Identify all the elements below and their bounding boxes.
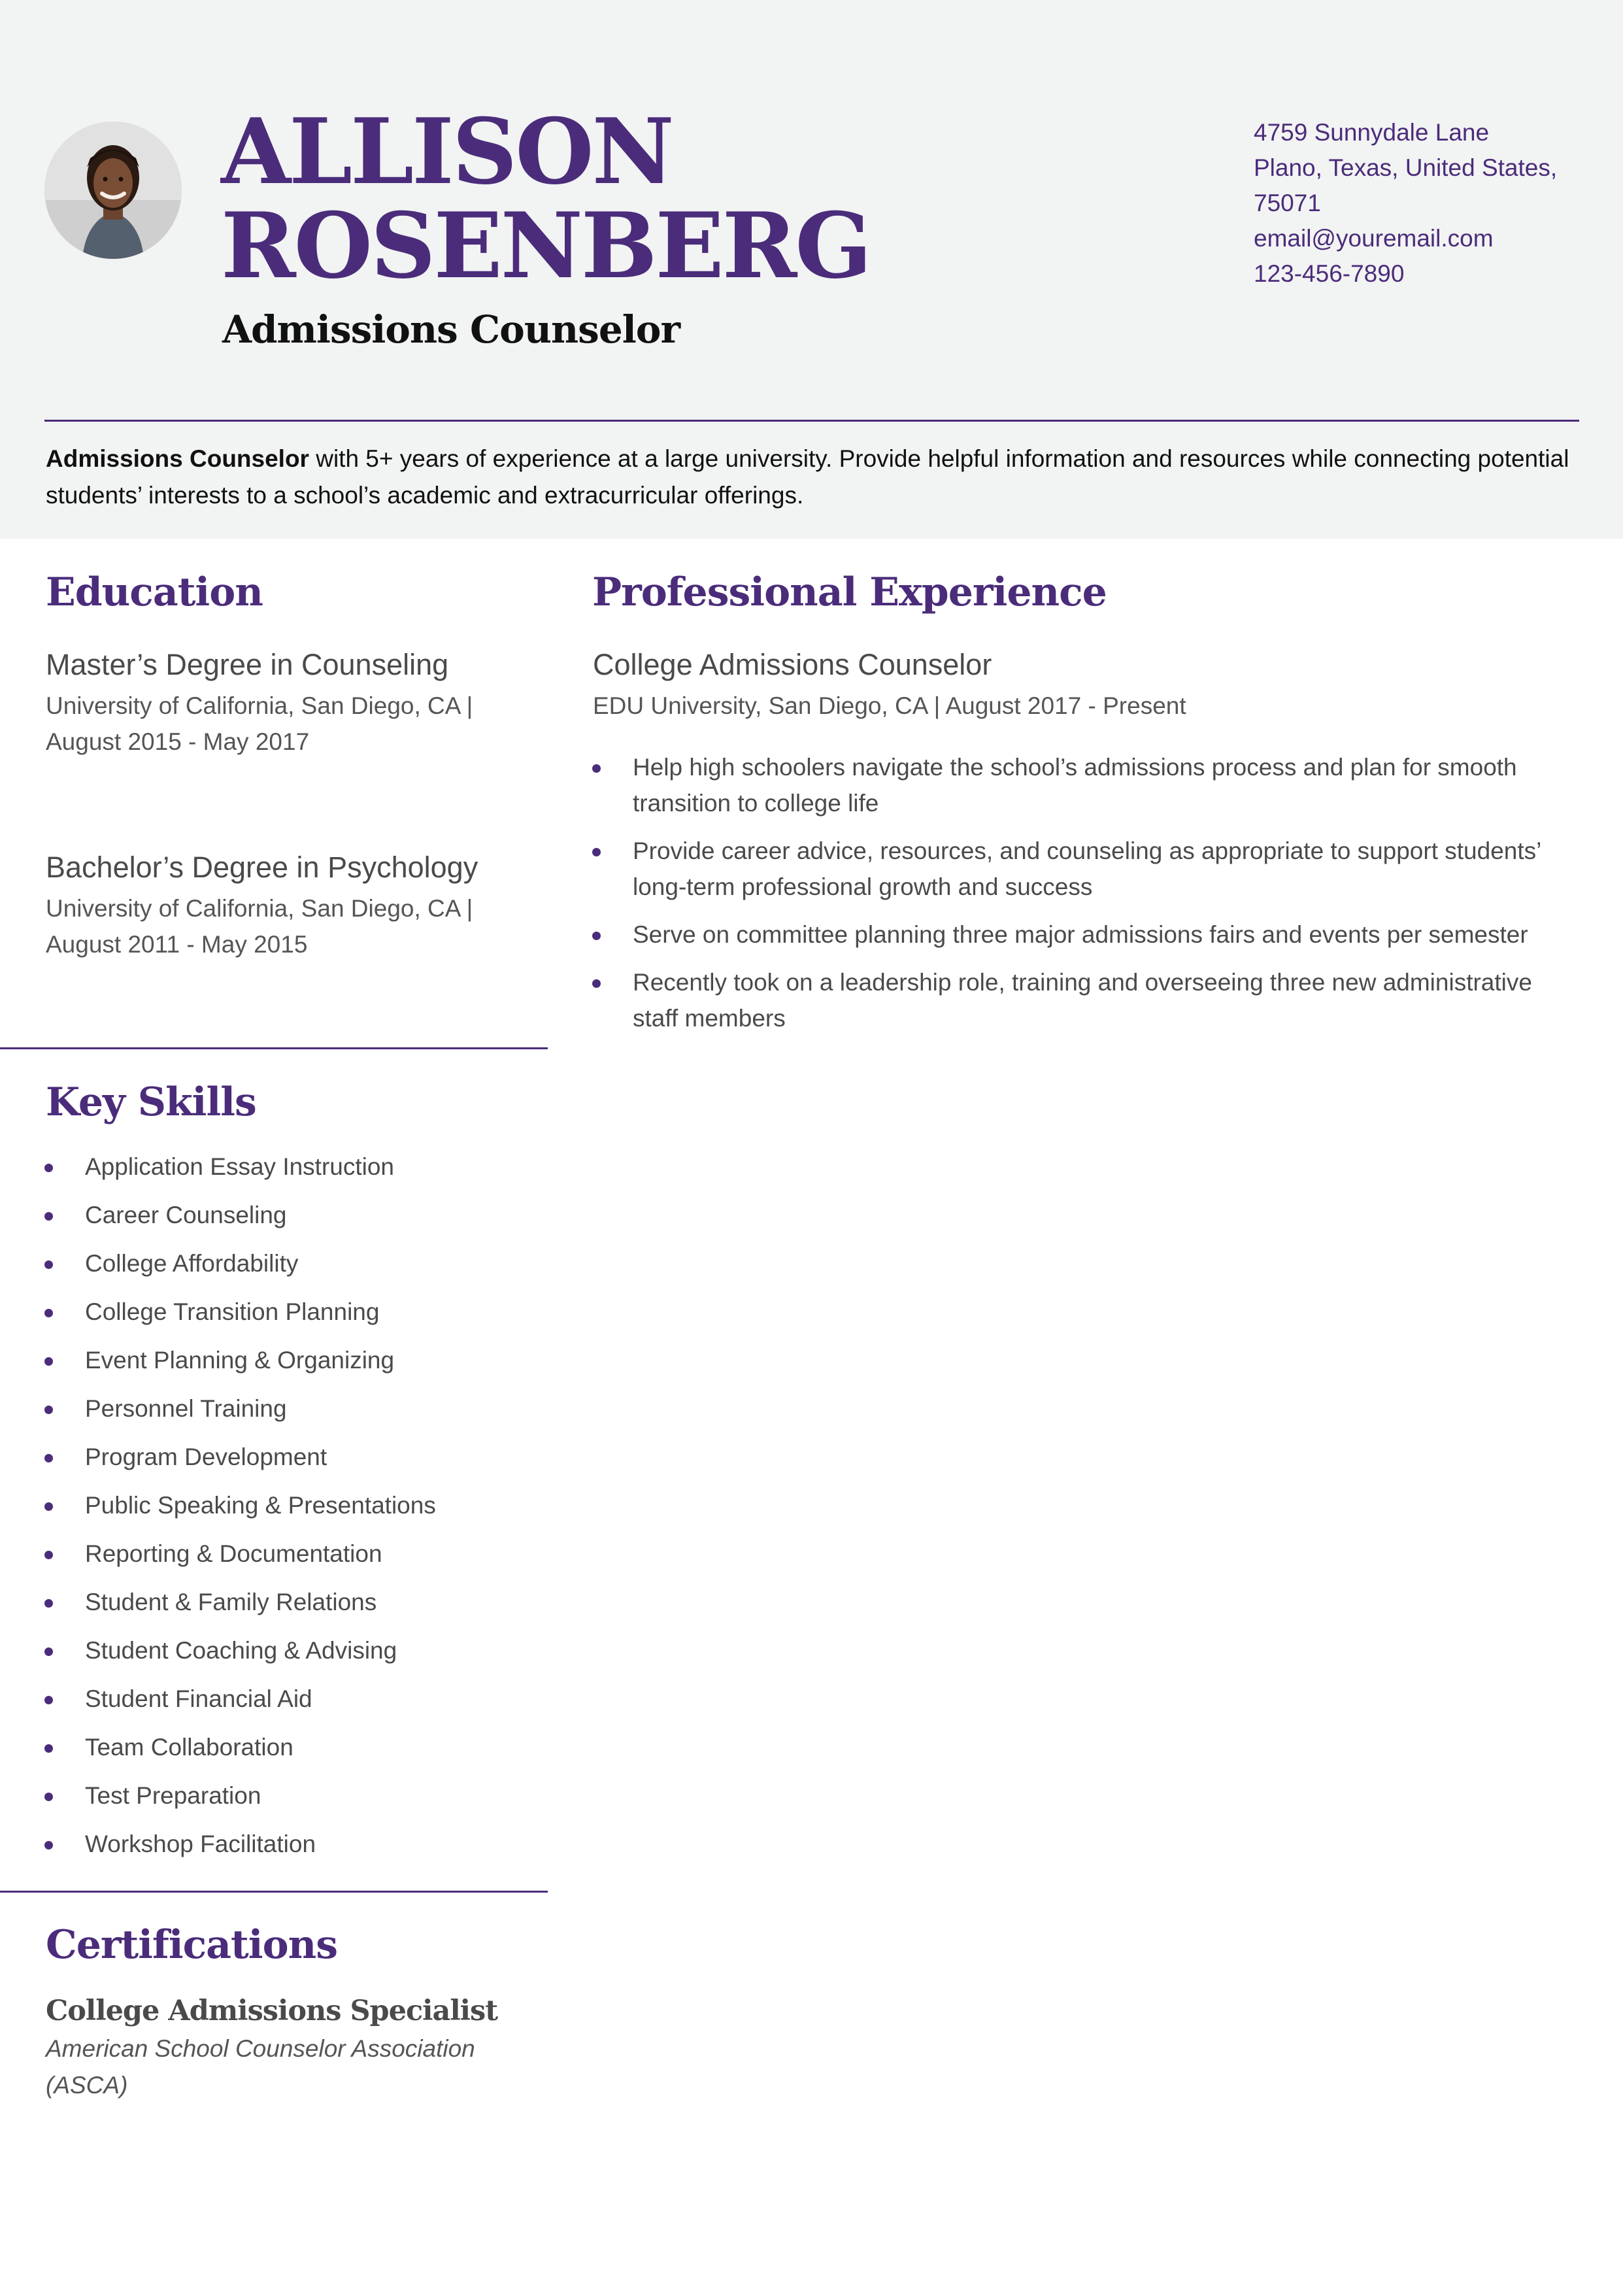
header-divider bbox=[44, 420, 1579, 422]
skill-item: Program Development bbox=[44, 1433, 541, 1481]
address-line-2: Plano, Texas, United States, bbox=[1254, 154, 1558, 181]
skill-item: College Affordability bbox=[44, 1240, 541, 1288]
summary-text: with 5+ years of experience at a large university. Provide helpful information and resources while connecting potential students’ interests to a school’s academic and extracurricular offerings. bbox=[46, 445, 1569, 509]
skill-item: Reporting & Documentation bbox=[44, 1530, 541, 1578]
experience-heading: Professional Experience bbox=[592, 569, 1107, 615]
name-line-last: ROSENBERG bbox=[221, 192, 871, 299]
skills-heading: Key Skills bbox=[46, 1079, 256, 1125]
person-photo-icon bbox=[44, 122, 182, 259]
skill-item: Public Speaking & Presentations bbox=[44, 1481, 541, 1530]
email-address: email@youremail.com bbox=[1254, 225, 1494, 252]
postal-code: 75071 bbox=[1254, 190, 1321, 216]
education-degree-2: Bachelor’s Degree in Psychology bbox=[46, 851, 478, 884]
education-divider bbox=[0, 1047, 548, 1049]
summary-lead: Admissions Counselor bbox=[46, 445, 309, 472]
name-line-first: ALLISON bbox=[221, 98, 673, 205]
certification-name: College Admissions Specialist bbox=[46, 1995, 498, 2027]
skill-item: Workshop Facilitation bbox=[44, 1820, 541, 1868]
experience-bullet: Help high schoolers navigate the school’s admissions process and plan for smooth transition to college life bbox=[592, 749, 1560, 821]
experience-role: College Admissions Counselor bbox=[593, 648, 992, 681]
contact-block bbox=[1254, 115, 1594, 292]
skill-item: Career Counseling bbox=[44, 1191, 541, 1240]
skill-item: Application Essay Instruction bbox=[44, 1143, 541, 1191]
experience-bullet: Recently took on a leadership role, training and overseeing three new administrative staff members bbox=[592, 964, 1560, 1036]
skills-list bbox=[44, 1143, 541, 1868]
experience-company: EDU University, San Diego, CA | August 2017 - Present bbox=[593, 692, 1186, 719]
summary-paragraph bbox=[46, 441, 1582, 514]
education-dates-1: August 2015 - May 2017 bbox=[46, 728, 310, 755]
experience-bullet: Provide career advice, resources, and counseling as appropriate to support students’ long-term professional growth and success bbox=[592, 833, 1560, 905]
experience-bullets bbox=[592, 749, 1560, 1048]
certifications-heading: Certifications bbox=[46, 1922, 337, 1968]
skill-item: Personnel Training bbox=[44, 1385, 541, 1433]
experience-bullet: Serve on committee planning three major admissions fairs and events per semester bbox=[592, 917, 1560, 953]
address-line-1: 4759 Sunnydale Lane bbox=[1254, 119, 1490, 146]
phone-number: 123-456-7890 bbox=[1254, 260, 1405, 287]
certification-organization: American School Counselor Association (ASCA) bbox=[46, 2035, 475, 2099]
education-school-2: University of California, San Diego, CA | bbox=[46, 895, 473, 922]
skill-item: Student & Family Relations bbox=[44, 1578, 541, 1627]
skill-item: Student Coaching & Advising bbox=[44, 1627, 541, 1675]
education-school-1: University of California, San Diego, CA | bbox=[46, 692, 473, 719]
skill-item: Event Planning & Organizing bbox=[44, 1336, 541, 1385]
skills-divider bbox=[0, 1891, 548, 1893]
job-title: Admissions Counselor bbox=[222, 307, 680, 352]
education-dates-2: August 2011 - May 2015 bbox=[46, 931, 308, 958]
skill-item: College Transition Planning bbox=[44, 1288, 541, 1336]
skill-item: Test Preparation bbox=[44, 1772, 541, 1820]
skill-item: Student Financial Aid bbox=[44, 1675, 541, 1723]
education-heading: Education bbox=[46, 569, 263, 615]
candidate-name bbox=[221, 98, 871, 299]
education-degree-1: Master’s Degree in Counseling bbox=[46, 648, 449, 681]
profile-photo bbox=[44, 122, 182, 259]
skill-item: Team Collaboration bbox=[44, 1723, 541, 1772]
